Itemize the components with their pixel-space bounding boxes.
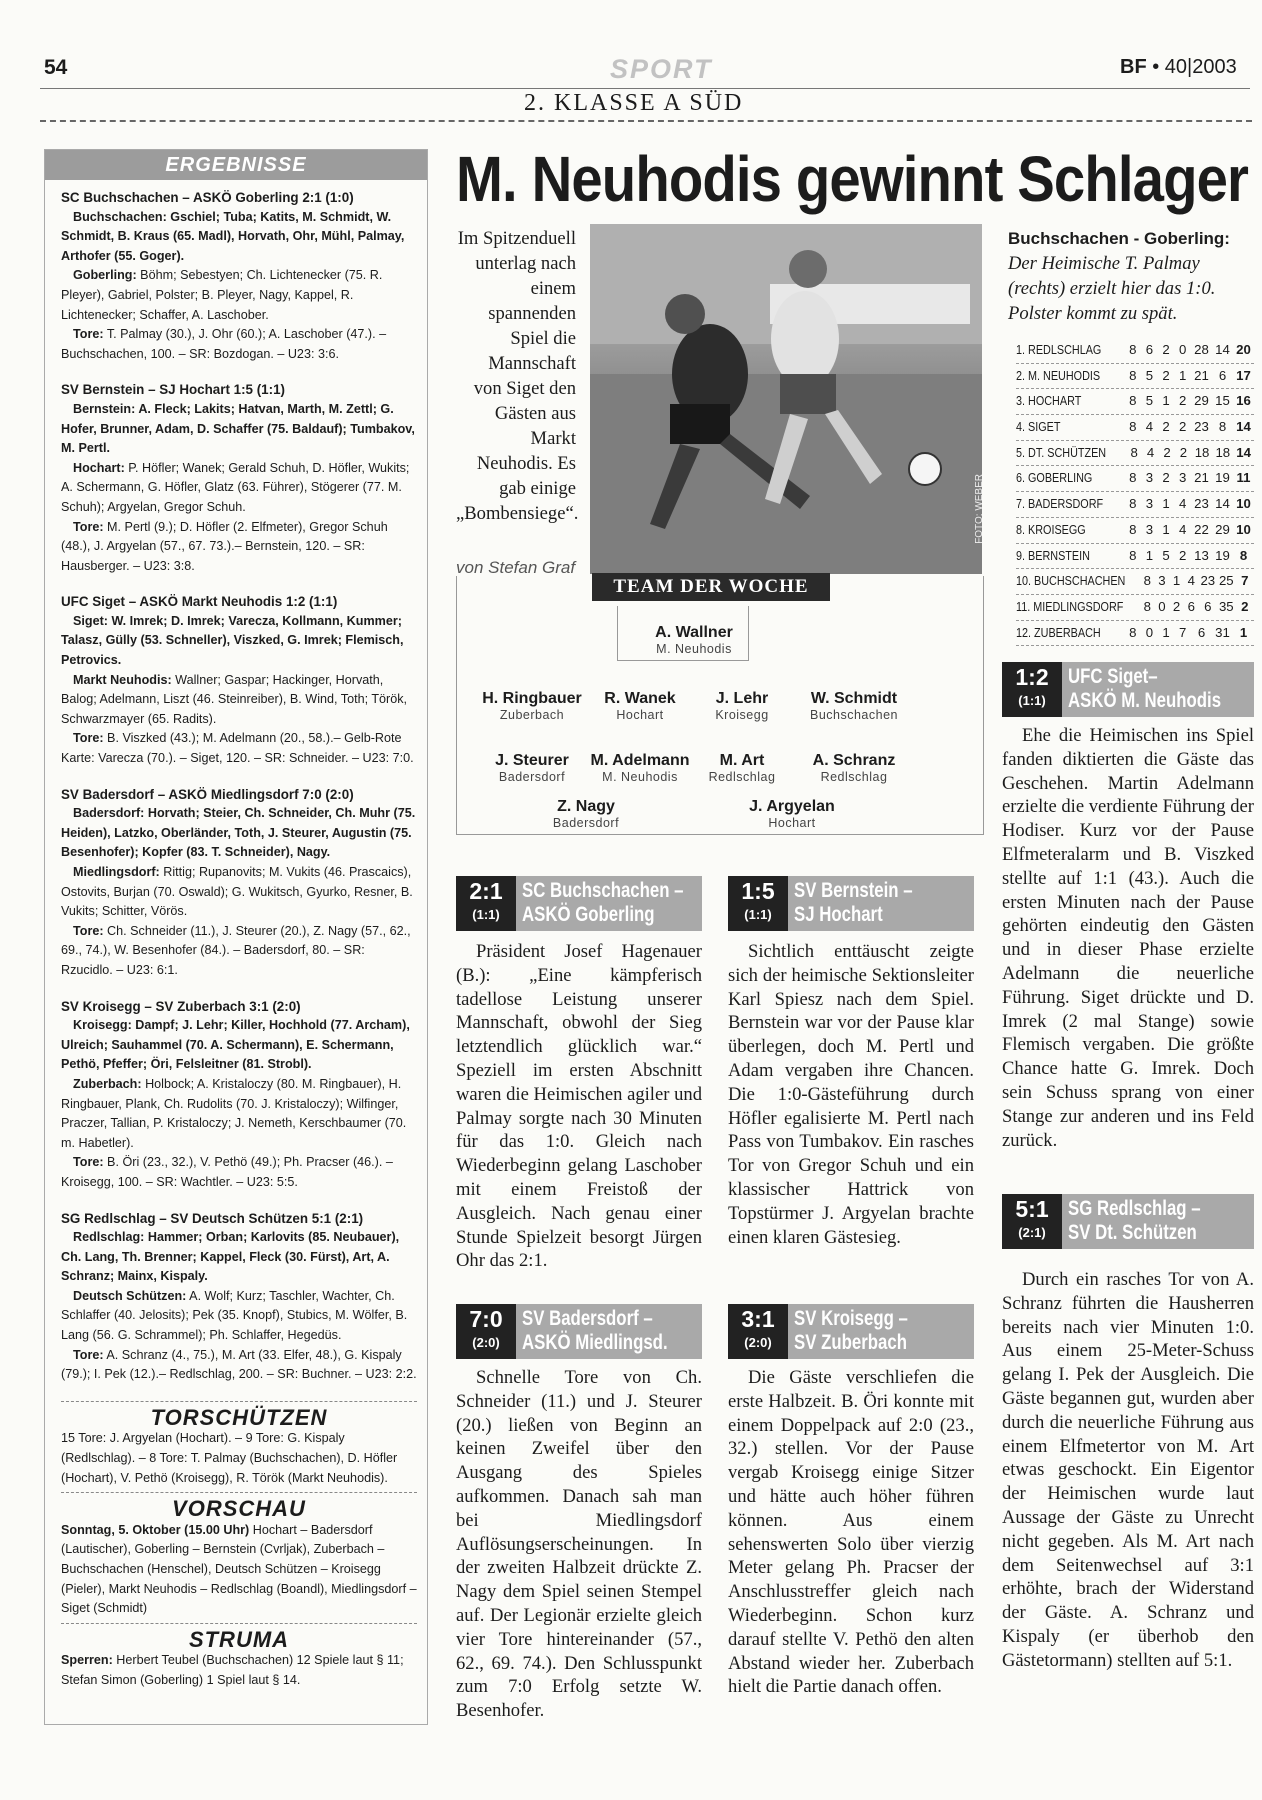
detail-text: Buchschachen: Gschiel; Tuba; Katits, M. Schmidt, W. Schmidt, B. Kraus (65. Madl), Horvath, Ohr, Mühl, Palmay, Arthofer (55. Goger).	[61, 209, 405, 263]
score-header	[1002, 1194, 1254, 1249]
table-cell: 18	[1215, 444, 1231, 460]
byline: von Stefan Graf	[456, 558, 576, 577]
halftime-score: (2:0)	[744, 1335, 772, 1350]
table-row	[1016, 415, 1254, 441]
table-cell: 29	[1215, 521, 1230, 537]
detail-label: Deutsch Schützen:	[73, 1288, 187, 1303]
team-name: 10. BUCHSCHACHEN	[1016, 573, 1126, 589]
halftime-score: (1:1)	[744, 907, 772, 922]
match-result	[61, 188, 417, 364]
detail-label: Tore:	[73, 519, 104, 534]
player-name: J. Argyelan	[749, 798, 835, 815]
team-player	[677, 752, 807, 784]
table-row	[1016, 364, 1254, 390]
photo-caption	[1008, 226, 1252, 326]
preview-title: VORSCHAU	[172, 1496, 306, 1522]
detail-label: Bernstein:	[73, 401, 136, 416]
match-detail	[61, 459, 417, 518]
detail-text: Holbock; A. Kristaloczy (80. M. Ringbauer), H. Ringbauer, Plank, Ch. Rudolits (70. J. Kristaloczy); Wilfinger, Praczer, Tallian, P. Kristaloczy; J. Nemeth, Kerschbaumer (70. m. Habetler).	[61, 1076, 407, 1150]
table-cell: 6	[1218, 367, 1227, 383]
page-number: 54	[44, 56, 68, 79]
match-detail	[61, 729, 417, 768]
match-teams	[794, 1307, 908, 1355]
away-team: SJ Hochart	[794, 903, 883, 926]
match-detail	[61, 1346, 417, 1385]
player-club: Buchschachen	[809, 708, 898, 722]
table-cell: 21	[1194, 367, 1209, 383]
table-cell: 14	[1236, 444, 1251, 460]
table-cell: 31	[1215, 624, 1230, 640]
table-cell: 2	[1163, 444, 1171, 460]
final-score: 1:2	[1015, 664, 1049, 690]
final-score: 3:1	[741, 1306, 775, 1332]
table-cell: 2	[1179, 444, 1188, 460]
table-cell: 1	[1162, 521, 1170, 537]
detail-text: B. Öri (23., 32.), V. Pethö (49.); Ph. Pracser (46.). – Kroisegg, 100. – SR: Wachtler. – U23: 5:5.	[61, 1155, 393, 1189]
caption-text: Der Heimische T. Palmay (rechts) erzielt hier das 1:0. Polster kommt zu spät.	[1008, 253, 1216, 324]
table-cell: 8	[1129, 496, 1137, 512]
table-row	[1016, 441, 1254, 467]
detail-text: A. Wolf; Kurz; Taschler, Wachter, Ch. Schlaffer (40. Jelosits); Pek (35. Knopf), Stubics, M. Wölfer, B. Lang (56. G. Schrammel); Ph. Schlaffer, Hegedüs.	[61, 1288, 408, 1343]
table-cell: 2	[1241, 598, 1249, 614]
table-cell: 3	[1145, 521, 1154, 537]
match-detail	[61, 612, 417, 671]
player-club: Zuberbach	[499, 708, 565, 722]
detail-text: B. Viszked (43.); M. Adelmann (20., 58.).– Gelb-Rote Karte: Varecza (70.). – Siget, 120. – SR: Schneider. – U23: 7:0.	[61, 731, 414, 766]
results-title: ERGEBNISSE	[45, 150, 427, 180]
table-row	[1016, 492, 1254, 518]
team-player	[789, 752, 919, 784]
table-cell: 1	[1162, 624, 1170, 640]
table-cell: 1	[1172, 573, 1181, 589]
score-header	[728, 1304, 974, 1359]
table-cell: 2	[1179, 393, 1187, 409]
table-cell: 21	[1194, 470, 1209, 486]
match-detail	[61, 671, 417, 730]
score-badge	[1002, 662, 1062, 717]
table-cell: 2	[1162, 419, 1170, 435]
final-score: 7:0	[469, 1306, 503, 1332]
detail-text: Dampf; J. Lehr; Killer, Hochhold (77. Archam), Ulreich; Sauhammel (70. A. Schermann), E. Schermann, Pethö, Pfeffer; Öri, Felsleitner (81. Strobl).	[61, 1018, 410, 1072]
player-name: W. Schmidt	[810, 690, 898, 707]
table-cell: 8	[1129, 367, 1137, 383]
detail-text: Ch. Schneider (11.), J. Steurer (20.), Z. Nagy (57., 62., 69., 74.), W. Besenhofer (84.). – Badersdorf, 80. – SR: Rzucidlo. – U23: 6:1.	[61, 923, 411, 977]
home-team: SC Buchschachen –	[522, 879, 684, 902]
table-cell: 35	[1218, 598, 1234, 614]
detail-label: Tore:	[73, 1155, 104, 1170]
struma-text: Herbert Teubel (Buchschachen) 12 Spiele laut § 11; Stefan Simon (Goberling) 1 Spiel laut § 14.	[61, 1653, 404, 1687]
home-team: SV Bernstein –	[794, 879, 913, 902]
match-detail	[61, 1016, 417, 1075]
table-cell: 3	[1145, 496, 1154, 512]
match-detail	[61, 1287, 417, 1346]
match-report-text: Präsident Josef Hagenauer (B.): „Eine kämpferisch tadellose Leistung unserer Mannschaft, obwohl der Sieg letztendlich glücklich war.“ Speziell im ersten Abschnitt waren die Heimischen agiler und Palmay sorgte nach 30 Minuten für das 1:0. Gleich nach Wiederbeginn gelang Laschober mit einem Freistoß der Ausgleich. Nach genau einer Stunde Spielzeit besorgt Jürgen Ohr das 2:1.	[456, 941, 702, 1272]
match-report-text: Sichtlich enttäuscht zeigte sich der heimische Sektionsleiter Karl Spiesz nach dem Spiel. Bernstein war vor der Pause klar überlegen, doch M. Pertl und Adam vergaben ihre Chancen. Die 1:0-Gästeführung durch Höfler egalisierte M. Pertl nach Pass von Tumbakov. Ein rasches Tor von Gregor Schuh und ein klassischer Hattrick von Topstürmer J. Argyelan brachte einen klaren Gästesieg.	[728, 941, 974, 1248]
table-cell: 8	[1218, 419, 1227, 435]
match-result	[61, 997, 417, 1193]
detail-text: W. Imrek; D. Imrek; Varecza, Kollmann, Kummer; Talasz, Gülly (53. Schneller), Viszked, G. Imrek; Flemisch, Petrovics.	[61, 613, 404, 668]
team-name: 4. SIGET	[1016, 419, 1061, 435]
table-cell: 22	[1194, 521, 1209, 537]
table-cell: 8	[1129, 470, 1137, 486]
table-cell: 3	[1145, 470, 1154, 486]
detail-text: M. Pertl (9.); D. Höfler (2. Elfmeter), Gregor Schuh (48.), J. Argyelan (57., 67. 73.).– Bernstein, 120. – SR: Hausberger. – U23: 3:8.	[61, 519, 388, 573]
table-cell: 8	[1129, 342, 1137, 357]
player-club: Badersdorf	[498, 770, 566, 784]
final-score: 5:1	[1015, 1196, 1049, 1222]
match-result	[61, 1209, 417, 1385]
preview-text: Hochart – Badersdorf (Lautischer), Goberling – Bernstein (Cvrljak), Zuberbach – Buchschachen (Henschel), Deutsch Schützen – Kroisegg (Pieler), Markt Neuhodis – Redlschlag (Boandl), Miedlingsdorf – Siget (Schmidt)	[61, 1522, 417, 1616]
team-of-the-week-label: TEAM DER WOCHE	[592, 573, 830, 601]
table-cell: 8	[1129, 547, 1137, 563]
table-cell: 2	[1162, 470, 1170, 486]
player-name: R. Wanek	[604, 690, 676, 707]
scorers-text: 15 Tore: J. Argyelan (Hochart). – 9 Tore: G. Kispaly (Redlschlag). – 8 Tore: T. Palmay (Buchschachen), D. Höfler (Hochart), V. Pethö (Kroisegg), R. Török (Markt Neuhodis).	[61, 1431, 398, 1485]
score-header	[1002, 662, 1254, 717]
away-team: ASKÖ Goberling	[522, 903, 655, 926]
table-cell: 8	[1129, 624, 1137, 640]
detail-label: Miedlingsdorf:	[73, 865, 160, 879]
match-detail	[61, 400, 417, 459]
table-row	[1016, 595, 1254, 621]
table-cell: 1	[1162, 496, 1170, 512]
table-cell: 5	[1162, 547, 1170, 563]
match-result	[61, 785, 417, 981]
match-detail	[61, 1075, 417, 1153]
player-club: M. Neuhodis	[602, 770, 678, 784]
results-column	[44, 149, 428, 1725]
detail-label: Tore:	[73, 327, 104, 342]
detail-label: Kroisegg:	[73, 1018, 132, 1033]
player-club: M. Neuhodis	[656, 642, 732, 656]
player-name: J. Lehr	[715, 690, 769, 707]
table-row	[1016, 389, 1254, 415]
table-row	[1016, 518, 1254, 544]
table-cell: 0	[1145, 624, 1154, 640]
issue-number: 40|2003	[1164, 56, 1237, 78]
match-report-text: Ehe die Heimischen ins Spiel fanden diktierten die Gäste das Geschehen. Martin Adelmann erzielte die verdiente Führung der Hodiser. Kurz vor der Pause Elfmeteralarm und B. Viszked stellte auf 1:1 (43.). Auch die ersten Minuten nach der Pause gehörten eindeutig den Gästen und in dieser Phase erzielte Adelmann die neuerliche Führung. Siget drückte und D. Imrek (2 mal Stange) sowie Flemisch vergaben. Die größte Chance hatte G. Imrek. Doch sein Schuss sprang von einer Stange zur anderen und ins Feld zurück.	[1002, 725, 1254, 1151]
detail-label: Hochart:	[73, 460, 125, 475]
team-name: 6. GOBERLING	[1016, 470, 1093, 486]
match-teams	[522, 879, 684, 927]
preview-label: Sonntag, 5. Oktober (15.00 Uhr)	[61, 1522, 250, 1537]
match-teams	[794, 879, 913, 927]
score-badge	[1002, 1194, 1062, 1249]
score-badge	[456, 1304, 516, 1359]
team-name: 7. BADERSDORF	[1016, 496, 1104, 512]
player-name: A. Wallner	[655, 624, 733, 641]
player-name: J. Steurer	[495, 752, 569, 769]
table-cell: 6	[1145, 342, 1154, 357]
final-score: 1:5	[741, 878, 775, 904]
header-dashed-rule	[40, 120, 1252, 122]
home-team: SV Kroisegg –	[794, 1307, 908, 1330]
detail-label: Redlschlag:	[73, 1230, 145, 1245]
halftime-score: (1:1)	[1018, 693, 1046, 708]
league-title: 2. KLASSE A SÜD	[524, 90, 744, 116]
score-badge	[728, 1304, 788, 1359]
match-detail	[61, 922, 417, 981]
match-detail	[61, 863, 417, 922]
match-detail	[61, 266, 417, 325]
match-teams	[1068, 1197, 1201, 1245]
table-cell: 15	[1215, 393, 1230, 409]
table-cell: 19	[1215, 470, 1230, 486]
table-cell: 4	[1145, 419, 1154, 435]
intro-text: Im Spitzenduell unterlag nach einem spannenden Spiel die Mannschaft von Siget den Gästen aus Markt Neuhodis. Es gab einige „Bombensiege“.	[456, 228, 579, 524]
match-title: SG Redlschlag – SV Deutsch Schützen 5:1 (2:1)	[61, 1210, 364, 1226]
match-detail	[61, 325, 417, 364]
table-row	[1016, 569, 1254, 595]
away-team: ASKÖ Miedlingsd.	[522, 1331, 668, 1354]
halftime-score: (1:1)	[472, 907, 500, 922]
away-team: ASKÖ M. Neuhodis	[1068, 689, 1222, 712]
detail-text: Rittig; Rupanovits; M. Vukits (46. Prascaics), Ostovits, Burjan (70. Oswald); G. Wukitsch, Gyurko, Resner, B. Vukits; Schitter, Vörös.	[61, 865, 413, 919]
league-table	[1016, 338, 1254, 646]
detail-label: Tore:	[73, 923, 104, 938]
table-cell: 1	[1179, 367, 1187, 383]
divider	[61, 1401, 417, 1402]
table-cell: 6	[1204, 598, 1212, 614]
player-club: Badersdorf	[552, 816, 620, 830]
table-cell: 23	[1200, 573, 1216, 589]
detail-label: Tore:	[73, 731, 104, 746]
table-cell: 4	[1146, 444, 1155, 460]
home-team: SG Redlschlag –	[1068, 1197, 1201, 1220]
table-cell: 25	[1218, 573, 1234, 589]
player-club: Hochart	[768, 816, 816, 830]
table-cell: 8	[1143, 598, 1151, 614]
table-cell: 1	[1239, 624, 1248, 640]
detail-text: Horvath; Steier, Ch. Schneider, Ch. Muhr (75. Heiden), Latzko, Oberländer, Toth, J. Steurer, Augustin (75. Besenhofer); Kopfer (83. T. Schneider), Nagy.	[61, 806, 416, 860]
table-cell: 7	[1241, 573, 1249, 589]
table-cell: 16	[1236, 393, 1251, 409]
team-player	[727, 798, 857, 830]
table-cell: 14	[1215, 342, 1230, 357]
match-title: SC Buchschachen – ASKÖ Goberling 2:1 (1:0)	[61, 190, 354, 205]
football-players-image	[590, 224, 982, 574]
table-cell: 28	[1194, 342, 1209, 357]
table-cell: 14	[1236, 419, 1251, 435]
detail-text: P. Höfler; Wanek; Gerald Schuh, D. Höfler, Wukits; A. Schermann, G. Höfler, Glatz (63. Führer), Stögerer (77. M. Schuh); Argyelan, Gregor Schuh.	[61, 460, 410, 514]
section-title: SPORT	[610, 54, 713, 84]
table-cell: 5	[1145, 367, 1154, 383]
table-cell: 10	[1236, 521, 1251, 537]
match-teams	[1068, 665, 1221, 713]
headline: M. Neuhodis gewinnt Schlager	[456, 143, 1249, 215]
halftime-score: (2:1)	[1018, 1225, 1046, 1240]
table-row	[1016, 544, 1254, 570]
player-name: H. Ringbauer	[482, 690, 582, 707]
halftime-score: (2:0)	[472, 1335, 500, 1350]
table-cell: 20	[1236, 342, 1251, 357]
match-detail	[61, 804, 417, 863]
table-cell: 8	[1129, 393, 1137, 409]
table-cell: 4	[1179, 496, 1187, 512]
table-cell: 1	[1162, 393, 1170, 409]
table-cell: 6	[1187, 598, 1195, 614]
score-header	[728, 876, 974, 931]
player-name: A. Schranz	[812, 752, 896, 769]
table-cell: 8	[1129, 419, 1137, 435]
table-cell: 8	[1129, 521, 1137, 537]
team-player	[521, 798, 651, 830]
detail-text: Wallner; Gaspar; Hackinger, Horvath, Balog; Adelmann, Liszt (46. Steinreiber), B. Wind, Toth; Török, Schwarzmayer (65. Radits).	[61, 672, 408, 726]
table-cell: 11	[1236, 470, 1251, 486]
table-cell: 4	[1187, 573, 1195, 589]
detail-text: Hammer; Orban; Karlovits (85. Neubauer), Ch. Lang, Th. Brenner; Kappel, Fleck (30. Fürst), Art, A. Schranz; Mainx, Kispaly.	[61, 1230, 400, 1284]
table-cell: 19	[1215, 547, 1230, 563]
table-cell: 1	[1145, 547, 1154, 563]
player-club: Hochart	[616, 708, 664, 722]
struma-block	[61, 1651, 417, 1690]
table-cell: 0	[1179, 342, 1187, 357]
detail-text: A. Fleck; Lakits; Hatvan, Marth, M. Zettl; G. Hofer, Brunner, Adam, D. Schaffer (75. Baldauf); Tumbakov, M. Pertl.	[61, 401, 415, 456]
table-cell: 18	[1194, 444, 1210, 460]
match-report-text: Schnelle Tore von Ch. Schneider (11.) und J. Steurer (20.) ließen von Beginn an keinen Zweifel über den Ausgang des Spieles aufkommen. Danach sah man bei Miedlingsdorf Auflösungserscheinungen. In der zweiten Halbzeit drückte Z. Nagy dem Spiel seinen Stempel auf. Der Legionär erzielte gleich vier Tore hintereinander (57., 62., 69. 74.). Den Schlusspunkt zum 7:0 Erfolg setzte W. Besenhofer.	[456, 1367, 702, 1722]
table-cell: 3	[1158, 573, 1166, 589]
match-detail	[61, 1153, 417, 1192]
score-header	[456, 1304, 702, 1359]
team-player	[789, 690, 919, 722]
home-team: UFC Siget–	[1068, 665, 1158, 688]
player-name: Z. Nagy	[557, 798, 615, 815]
player-name: M. Art	[719, 752, 765, 769]
table-cell: 23	[1194, 419, 1209, 435]
table-cell: 10	[1236, 496, 1251, 512]
table-cell: 3	[1179, 470, 1187, 486]
team-name: 8. KROISEGG	[1016, 521, 1086, 537]
match-detail	[61, 208, 417, 267]
detail-text: T. Palmay (30.), J. Ohr (60.); A. Laschober (47.). – Buchschachen, 100. – SR: Bozdogan. – U23: 3:6.	[61, 327, 387, 361]
detail-label: Tore:	[73, 1347, 104, 1362]
table-cell: 2	[1172, 598, 1181, 614]
publication-name: BF	[1120, 56, 1147, 78]
score-badge	[456, 876, 516, 931]
table-cell: 8	[1143, 573, 1151, 589]
match-title: SV Badersdorf – ASKÖ Miedlingsdorf 7:0 (2:0)	[61, 786, 354, 802]
team-name: 1. REDLSCHLAG	[1016, 342, 1102, 357]
scorers-title: TORSCHÜTZEN	[150, 1404, 328, 1430]
table-row	[1016, 621, 1254, 647]
photo-credit: FOTO: WEBER	[974, 474, 985, 544]
caption-title: Buchschachen - Goberling:	[1008, 229, 1230, 248]
away-team: SV Dt. Schützen	[1068, 1221, 1197, 1244]
detail-label: Siget:	[73, 613, 108, 628]
table-cell: 23	[1194, 496, 1209, 512]
match-report-text: Durch ein rasches Tor von A. Schranz führten die Hausherren bereits nach vier Minuten 1:0. Aus einem 25-Meter-Schuss gelang I. Pek der Ausgleich. Die Gäste begannen gut, wurden aber durch die neuerliche Führung aus einem Elfmetertor von M. Art etwas geschockt. Ein Eigentor der Heimischen wurde laut Aussage der Gäste zu Unrecht nicht gegeben. Als M. Art nach dem Seitenwechsel auf 3:1 erhöhte, brach der Widerstand der Gäste. A. Schranz und Kispaly (er überhob den Gästetormann) stellten auf 5:1.	[1002, 1269, 1254, 1671]
final-score: 2:1	[469, 878, 503, 904]
detail-text: A. Schranz (4., 75.), M. Art (33. Elfer, 48.), G. Kispaly (79.); I. Pek (12.).– Redlschlag, 200. – SR: Buchner. – U23: 2:2.	[61, 1347, 417, 1382]
struma-label: Sperren:	[61, 1653, 113, 1668]
table-row	[1016, 466, 1254, 492]
team-name: 11. MIEDLINGSDORF	[1016, 598, 1124, 614]
player-club: Kroisegg	[715, 708, 769, 722]
results-list	[45, 180, 427, 1697]
score-badge	[728, 876, 788, 931]
table-cell: 8	[1130, 444, 1138, 460]
match-detail	[61, 1228, 417, 1287]
divider	[61, 1492, 417, 1493]
table-cell: 2	[1179, 419, 1187, 435]
table-cell: 5	[1145, 393, 1154, 409]
publication-info: BF • 40|2003	[1120, 56, 1237, 78]
table-row	[1016, 338, 1254, 364]
team-name: 9. BERNSTEIN	[1016, 547, 1090, 563]
team-name: 12. ZUBERBACH	[1016, 624, 1101, 640]
detail-label: Badersdorf:	[73, 806, 145, 821]
match-title: SV Kroisegg – SV Zuberbach 3:1 (2:0)	[61, 998, 301, 1014]
match-report-text: Die Gäste verschliefen die erste Halbzeit. B. Öri konnte mit einem Doppelpack auf 2:0 (23., 32.) stellen. Vor der Pause vergab Kroisegg einige Sitzer und hätte auch höher führen können. Aus einem sehenswerten Solo über vierzig Meter gelang Ph. Pracser der Anschlusstreffer gleich nach Wiederbeginn. Schon kurz darauf stellte V. Pethö den alten Abstand wieder her. Zuberbach hielt die Partie danach offen.	[728, 1367, 974, 1698]
detail-label: Markt Neuhodis:	[73, 672, 172, 687]
table-cell: 2	[1162, 367, 1170, 383]
detail-text: Böhm; Sebestyen; Ch. Lichtenecker (75. R. Pleyer), Gabriel, Polster; B. Pleyer, Nagy, Kappel, R. Lichtenecker; Schaffer, A. Laschober.	[61, 268, 383, 322]
table-cell: 29	[1194, 393, 1209, 409]
table-cell: 6	[1197, 624, 1206, 640]
table-cell: 2	[1179, 547, 1187, 563]
table-cell: 2	[1162, 342, 1170, 357]
home-team: SV Badersdorf –	[522, 1307, 653, 1330]
match-photo	[590, 224, 985, 574]
player-club: Redlschlag	[708, 770, 776, 784]
table-cell: 14	[1215, 496, 1230, 512]
struma-title: STRUMA	[188, 1626, 290, 1652]
table-cell: 13	[1194, 547, 1209, 563]
detail-label: Goberling:	[73, 268, 137, 283]
team-of-the-week	[456, 576, 984, 835]
match-result	[61, 592, 417, 768]
detail-label: Zuberbach:	[73, 1076, 142, 1091]
player-club: Redlschlag	[820, 770, 888, 784]
table-cell: 8	[1239, 547, 1248, 563]
match-title: UFC Siget – ASKÖ Markt Neuhodis 1:2 (1:1)	[61, 594, 338, 610]
team-player	[677, 690, 807, 722]
header-rule	[40, 88, 1250, 89]
team-name: 3. HOCHART	[1016, 393, 1082, 409]
preview-block	[61, 1521, 417, 1619]
table-cell: 4	[1179, 521, 1187, 537]
team-name: 5. DT. SCHÜTZEN	[1016, 444, 1107, 460]
team-name: 2. M. NEUHODIS	[1016, 367, 1101, 383]
table-cell: 17	[1236, 367, 1251, 383]
match-detail	[61, 518, 417, 577]
player-name: M. Adelmann	[590, 752, 690, 769]
match-result	[61, 380, 417, 576]
table-cell: 7	[1179, 624, 1187, 640]
match-teams	[522, 1307, 668, 1355]
away-team: SV Zuberbach	[794, 1331, 907, 1354]
table-cell: 0	[1158, 598, 1166, 614]
divider	[61, 1623, 417, 1624]
match-title: SV Bernstein – SJ Hochart 1:5 (1:1)	[61, 382, 285, 398]
captain-frame	[617, 606, 749, 661]
score-header	[456, 876, 702, 931]
